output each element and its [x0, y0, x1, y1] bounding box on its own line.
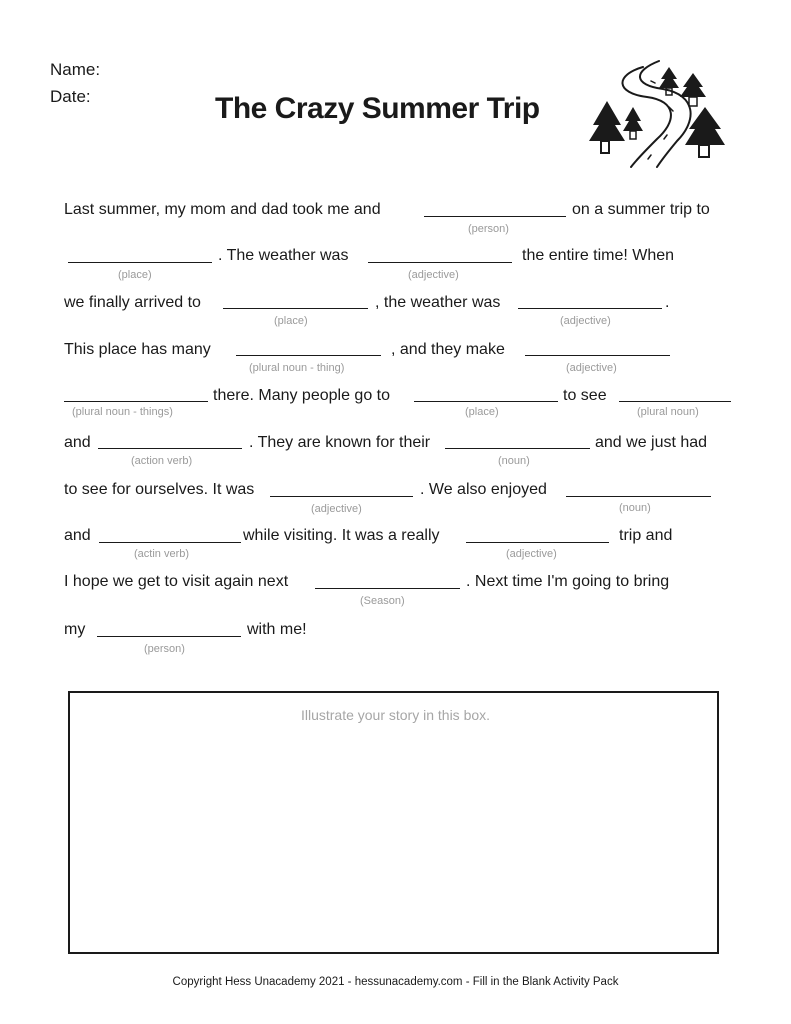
blank-hint: (noun) — [619, 502, 651, 514]
blank-noun-1[interactable] — [445, 448, 590, 449]
blank-adjective-3[interactable] — [525, 355, 670, 356]
blank-hint: (person) — [468, 223, 509, 235]
illustration-box[interactable] — [68, 691, 719, 954]
blank-adjective-4[interactable] — [270, 496, 413, 497]
story-text: while visiting. It was a really — [243, 527, 440, 544]
story-text: with me! — [247, 621, 307, 638]
illustration-caption: Illustrate your story in this box. — [300, 707, 491, 723]
story-text: , the weather was — [375, 294, 501, 311]
road-trees-icon — [585, 55, 730, 170]
story-text: I hope we get to visit again next — [64, 573, 289, 590]
story-text: the entire time! When — [522, 247, 675, 264]
story-text: . They are known for their — [249, 434, 431, 451]
blank-noun-2[interactable] — [566, 496, 711, 497]
blank-plural-noun-3[interactable] — [619, 401, 731, 402]
date-label: Date: — [50, 87, 91, 106]
footer-copyright: Copyright Hess Unacademy 2021 - hessunacademy.com - Fill in the Blank Activity Pack — [172, 976, 619, 988]
blank-hint: (place) — [118, 269, 152, 281]
story-text: my — [64, 621, 86, 638]
blank-hint: (action verb) — [131, 455, 193, 467]
blank-place-2[interactable] — [223, 308, 368, 309]
blank-plural-noun-1[interactable] — [236, 355, 381, 356]
blank-hint: (place) — [274, 315, 308, 327]
name-label: Name: — [50, 60, 101, 79]
blank-adjective-1[interactable] — [368, 262, 512, 263]
story-text: there. Many people go to — [213, 387, 391, 404]
story-text: to see — [563, 387, 607, 404]
blank-plural-noun-2[interactable] — [64, 401, 208, 402]
blank-place-1[interactable] — [68, 262, 212, 263]
story-text: on a summer trip to — [572, 201, 710, 218]
blank-season[interactable] — [315, 588, 460, 589]
blank-adjective-5[interactable] — [466, 542, 609, 543]
story-text: trip and — [619, 527, 673, 544]
story-text: . — [665, 294, 670, 311]
blank-hint: (person) — [144, 643, 185, 655]
story-text: and we just had — [595, 434, 708, 451]
blank-hint: (plural noun) — [637, 406, 699, 418]
blank-hint: (adjective) — [311, 503, 362, 515]
blank-action-verb-2[interactable] — [99, 542, 241, 543]
blank-hint: (plural noun - things) — [72, 406, 173, 418]
blank-person-2[interactable] — [97, 636, 241, 637]
story-text: This place has many — [64, 341, 211, 358]
story-text: to see for ourselves. It was — [64, 481, 255, 498]
blank-hint: (adjective) — [506, 548, 557, 560]
story-text: . Next time I'm going to bring — [466, 573, 670, 590]
blank-place-3[interactable] — [414, 401, 558, 402]
blank-hint: (adjective) — [566, 362, 617, 374]
story-text: and — [64, 527, 91, 544]
story-text: . The weather was — [218, 247, 349, 264]
story-text: Last summer, my mom and dad took me and — [64, 201, 381, 218]
blank-hint: (place) — [465, 406, 499, 418]
blank-action-verb-1[interactable] — [98, 448, 242, 449]
story-text: . We also enjoyed — [420, 481, 547, 498]
blank-hint: (noun) — [498, 455, 530, 467]
blank-hint: (actin verb) — [134, 548, 190, 560]
story-text: and — [64, 434, 91, 451]
blank-hint: (Season) — [360, 595, 405, 607]
blank-person-1[interactable] — [424, 216, 566, 217]
blank-hint: (adjective) — [408, 269, 459, 281]
blank-adjective-2[interactable] — [518, 308, 662, 309]
page-title: The Crazy Summer Trip — [215, 92, 540, 125]
blank-hint: (adjective) — [560, 315, 611, 327]
blank-hint: (plural noun - thing) — [249, 362, 345, 374]
story-text: , and they make — [391, 341, 505, 358]
story-text: we finally arrived to — [64, 294, 201, 311]
